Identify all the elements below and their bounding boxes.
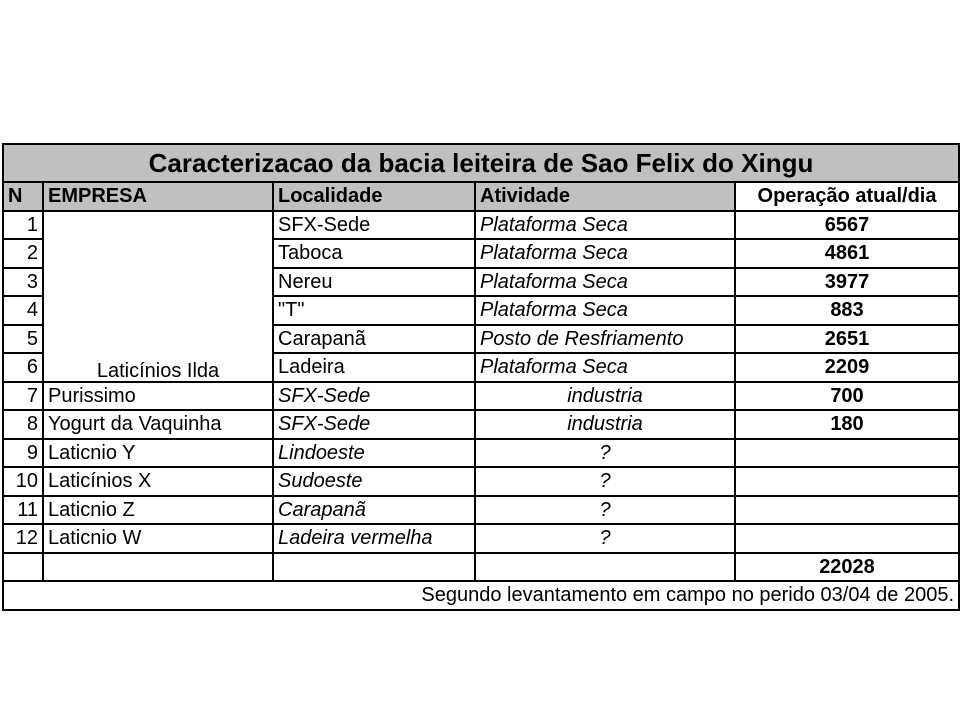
- cell-empty: [475, 553, 735, 582]
- data-table: [2, 143, 960, 611]
- cell-localidade: Taboca: [273, 239, 475, 268]
- cell-empresa: Laticnio Y: [43, 439, 273, 468]
- table-row: [3, 439, 959, 468]
- total-row: [3, 553, 959, 582]
- cell-operacao: 180: [735, 410, 959, 439]
- cell-atividade: Plataforma Seca: [475, 296, 735, 325]
- cell-localidade: SFX-Sede: [273, 382, 475, 411]
- cell-n: 12: [3, 524, 43, 553]
- cell-localidade: "T": [273, 296, 475, 325]
- cell-atividade: Plataforma Seca: [475, 239, 735, 268]
- table-row: [3, 524, 959, 553]
- cell-n: 2: [3, 239, 43, 268]
- cell-localidade: Carapanã: [273, 496, 475, 525]
- cell-operacao: [735, 524, 959, 553]
- table-row: [3, 467, 959, 496]
- cell-operacao: 2651: [735, 325, 959, 354]
- cell-empty: [43, 553, 273, 582]
- cell-atividade: industria: [475, 410, 735, 439]
- cell-localidade: Ladeira vermelha: [273, 524, 475, 553]
- header-row: [3, 182, 959, 211]
- header-operacao: Operação atual/dia: [735, 182, 959, 211]
- cell-n: 8: [3, 410, 43, 439]
- cell-operacao: 883: [735, 296, 959, 325]
- cell-operacao: 3977: [735, 268, 959, 297]
- cell-empresa: Purissimo: [43, 382, 273, 411]
- table-row: [3, 496, 959, 525]
- footer-note: Segundo levantamento em campo no perido 03/04 de 2005.: [3, 581, 959, 610]
- cell-n: 9: [3, 439, 43, 468]
- cell-empresa: Yogurt da Vaquinha: [43, 410, 273, 439]
- table-row: [3, 410, 959, 439]
- cell-operacao: [735, 496, 959, 525]
- cell-n: 4: [3, 296, 43, 325]
- cell-atividade: Plataforma Seca: [475, 211, 735, 240]
- cell-empty: [3, 553, 43, 582]
- cell-atividade: Plataforma Seca: [475, 268, 735, 297]
- cell-n: 5: [3, 325, 43, 354]
- cell-operacao: [735, 439, 959, 468]
- cell-localidade: SFX-Sede: [273, 211, 475, 240]
- cell-operacao: 700: [735, 382, 959, 411]
- cell-n: 6: [3, 353, 43, 382]
- cell-localidade: Sudoeste: [273, 467, 475, 496]
- cell-empty: [273, 553, 475, 582]
- total-value: 22028: [735, 553, 959, 582]
- header-atividade: Atividade: [475, 182, 735, 211]
- cell-atividade: Plataforma Seca: [475, 353, 735, 382]
- header-empresa: EMPRESA: [43, 182, 273, 211]
- cell-atividade: ?: [475, 467, 735, 496]
- cell-n: 11: [3, 496, 43, 525]
- table-row: [3, 382, 959, 411]
- cell-operacao: 4861: [735, 239, 959, 268]
- cell-n: 10: [3, 467, 43, 496]
- cell-localidade: Carapanã: [273, 325, 475, 354]
- cell-localidade: Lindoeste: [273, 439, 475, 468]
- cell-operacao: [735, 467, 959, 496]
- cell-n: 1: [3, 211, 43, 240]
- cell-n: 7: [3, 382, 43, 411]
- cell-empresa: Laticnio W: [43, 524, 273, 553]
- cell-n: 3: [3, 268, 43, 297]
- header-n: N: [3, 182, 43, 211]
- table-row: [3, 211, 959, 240]
- title-row: [3, 144, 959, 182]
- footer-row: [3, 581, 959, 610]
- table-title: Caracterizacao da bacia leiteira de Sao Felix do Xingu: [3, 144, 959, 182]
- cell-atividade: ?: [475, 524, 735, 553]
- cell-atividade: ?: [475, 496, 735, 525]
- header-localidade: Localidade: [273, 182, 475, 211]
- cell-atividade: Posto de Resfriamento: [475, 325, 735, 354]
- cell-operacao: 2209: [735, 353, 959, 382]
- cell-localidade: Ladeira: [273, 353, 475, 382]
- cell-operacao: 6567: [735, 211, 959, 240]
- cell-empresa-merged: Laticínios Ilda: [43, 211, 273, 382]
- cell-atividade: ?: [475, 439, 735, 468]
- cell-empresa: Laticnio Z: [43, 496, 273, 525]
- cell-localidade: Nereu: [273, 268, 475, 297]
- cell-localidade: SFX-Sede: [273, 410, 475, 439]
- cell-empresa: Laticínios X: [43, 467, 273, 496]
- cell-atividade: industria: [475, 382, 735, 411]
